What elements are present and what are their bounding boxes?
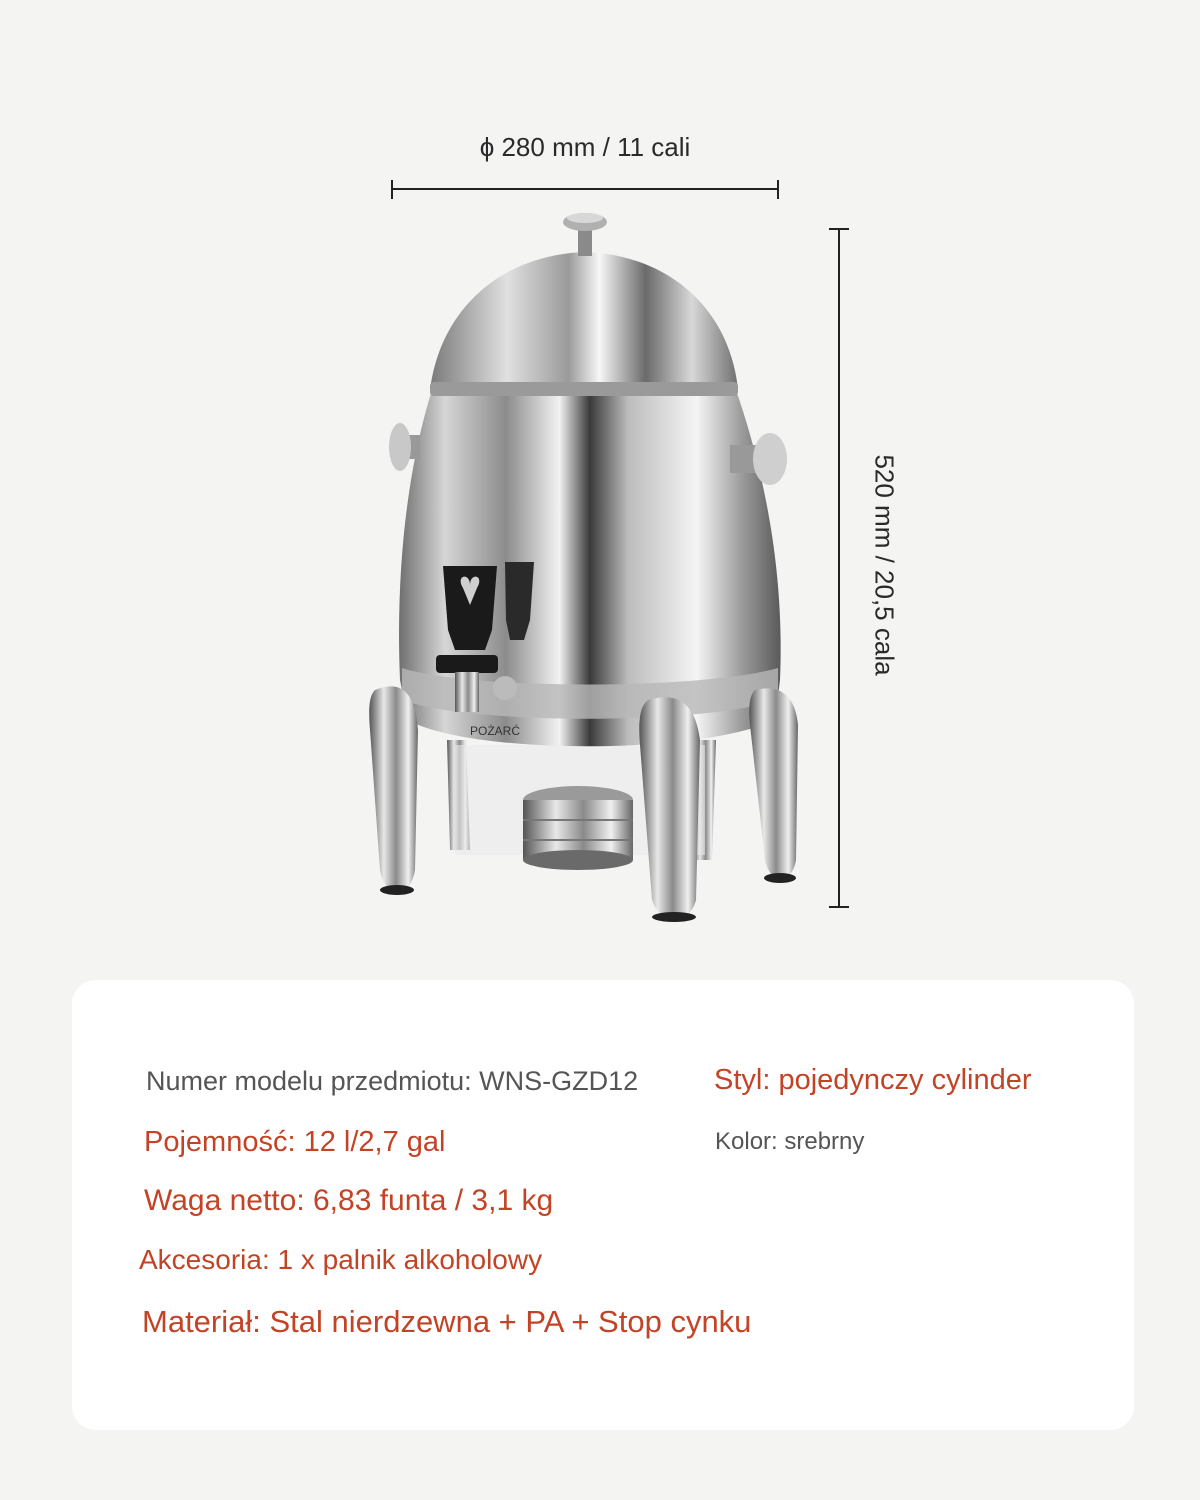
dispenser-lid [430,213,738,396]
spec-accessories: Akcesoria: 1 x palnik alkoholowy [139,1244,543,1275]
spec-style: Styl: pojedynczy cylinder [714,1064,1032,1096]
spec-weight: Waga netto: 6,83 funta / 3,1 kg [144,1184,554,1217]
width-dimension-label: ϕ 280 mm / 11 cali [479,132,691,162]
spec-card [72,980,1134,1430]
spec-material: Materiał: Stal nierdzewna + PA + Stop cynku [142,1304,752,1339]
spec-capacity: Pojemność: 12 l/2,7 gal [144,1126,446,1158]
brand-mark: POŻARĆ [470,724,521,738]
spec-color: Kolor: srebrny [715,1128,865,1155]
spec-model: Numer modelu przedmiotu: WNS-GZD12 [146,1066,639,1096]
alcohol-burner [523,786,633,870]
height-dimension-label: 520 mm / 20,5 cala [869,454,900,676]
